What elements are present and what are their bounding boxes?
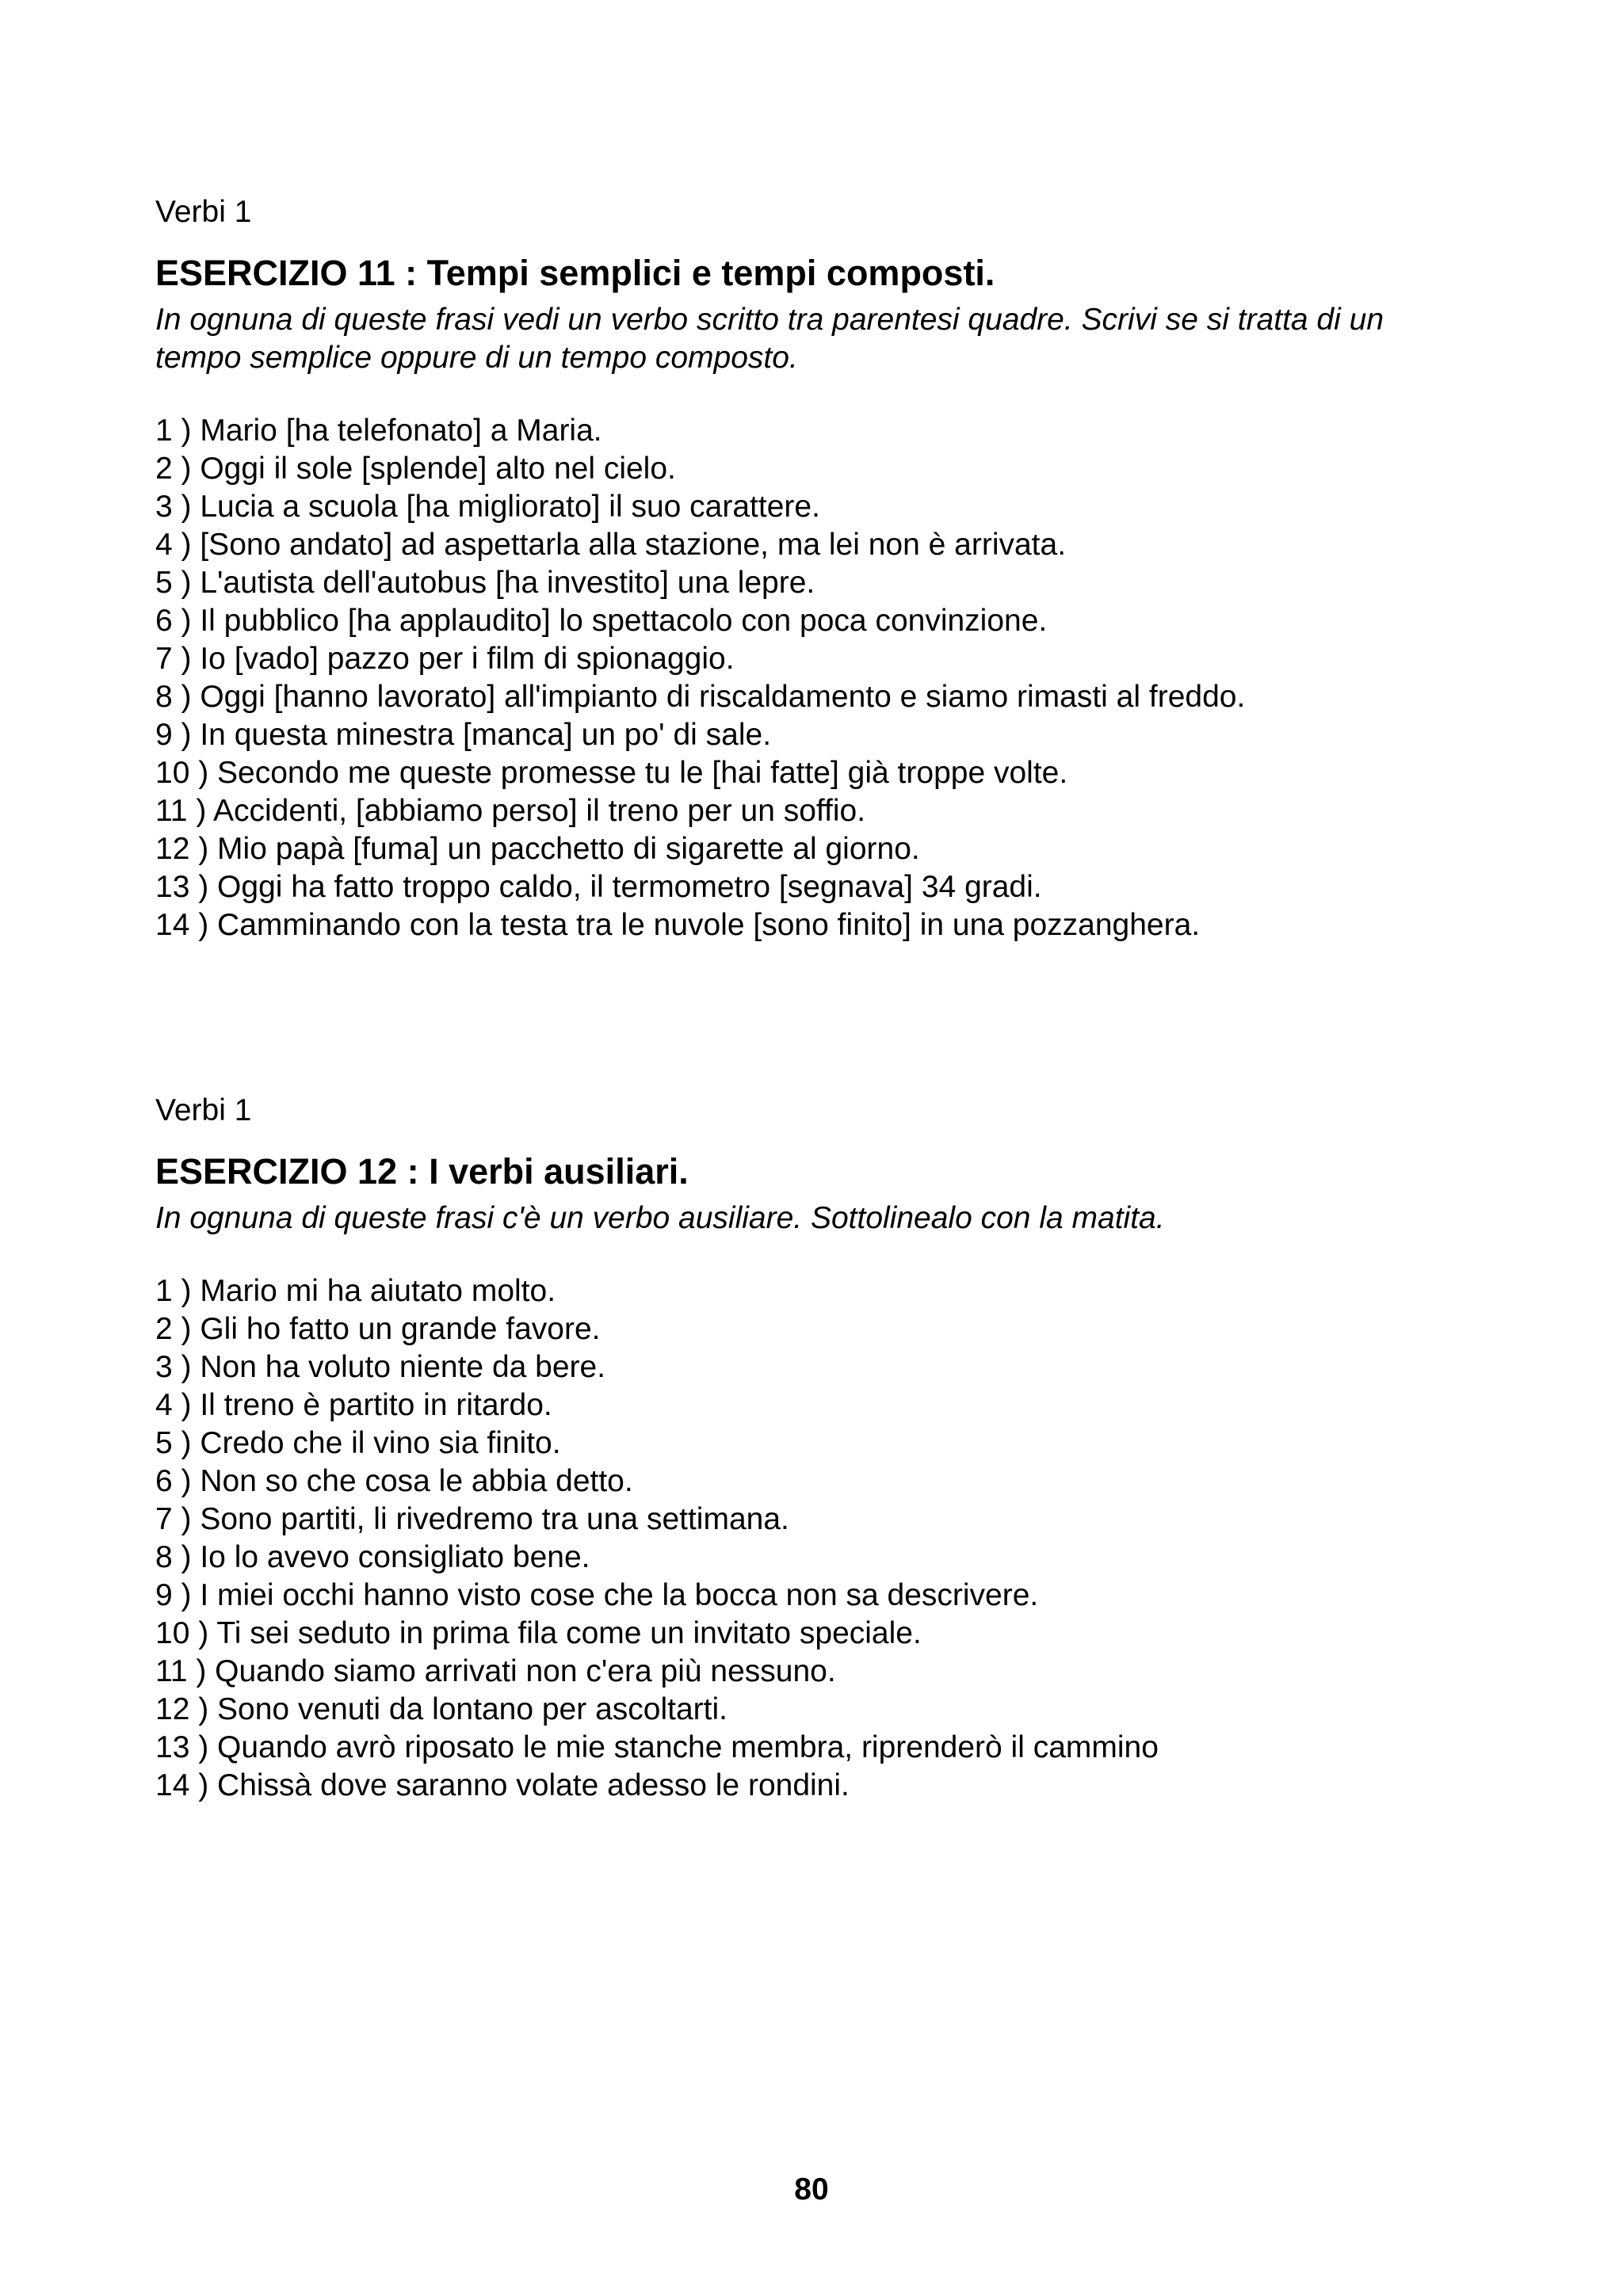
list-item: 7 ) Sono partiti, li rivedremo tra una settimana. <box>155 1502 789 1536</box>
list-item: 5 ) L'autista dell'autobus [ha investito] una lepre. <box>155 566 815 600</box>
list-item: 10 ) Ti sei seduto in prima fila come un invitato speciale. <box>155 1616 922 1650</box>
list-item: 2 ) Oggi il sole [splende] alto nel cielo. <box>155 452 676 486</box>
list-item: 11 ) Accidenti, [abbiamo perso] il treno per un soffio. <box>155 794 866 828</box>
list-item: 1 ) Mario [ha telefonato] a Maria. <box>155 414 602 448</box>
exercise-items <box>155 412 1503 944</box>
list-item: 8 ) Io lo avevo consigliato bene. <box>155 1540 590 1574</box>
list-item: 6 ) Il pubblico [ha applaudito] lo spettacolo con poca convinzione. <box>155 604 1048 638</box>
list-item: 4 ) [Sono andato] ad aspettarla alla stazione, ma lei non è arrivata. <box>155 528 1067 562</box>
list-item: 10 ) Secondo me queste promesse tu le [hai fatte] già troppe volte. <box>155 756 1068 790</box>
list-item: 7 ) Io [vado] pazzo per i film di spionaggio. <box>155 642 735 676</box>
list-item: 9 ) I miei occhi hanno visto cose che la bocca non sa descrivere. <box>155 1578 1039 1612</box>
exercise-items <box>155 1272 1503 1805</box>
list-item: 13 ) Oggi ha fatto troppo caldo, il termometro [segnava] 34 gradi. <box>155 870 1042 904</box>
list-item: 14 ) Chissà dove saranno volate adesso le rondini. <box>155 1768 850 1802</box>
exercise-title: ESERCIZIO 12 : I verbi ausiliari. <box>155 1151 689 1192</box>
list-item: 8 ) Oggi [hanno lavorato] all'impianto di riscaldamento e siamo rimasti al freddo. <box>155 680 1246 714</box>
exercise-12 <box>155 1092 1503 1805</box>
exercise-11 <box>155 193 1503 944</box>
list-item: 9 ) In questa minestra [manca] un po' di sale. <box>155 718 772 752</box>
list-item: 12 ) Sono venuti da lontano per ascoltarti. <box>155 1692 727 1726</box>
exercise-title: ESERCIZIO 11 : Tempi semplici e tempi composti. <box>155 253 995 293</box>
list-item: 11 ) Quando siamo arrivati non c'era più nessuno. <box>155 1654 836 1688</box>
page-number: 80 <box>794 2172 829 2206</box>
list-item: 14 ) Camminando con la testa tra le nuvole [sono finito] in una pozzanghera. <box>155 908 1201 942</box>
list-item: 5 ) Credo che il vino sia finito. <box>155 1426 561 1460</box>
list-item: 13 ) Quando avrò riposato le mie stanche membra, riprenderò il cammino <box>155 1730 1159 1764</box>
section-label: Verbi 1 <box>155 1093 252 1127</box>
list-item: 12 ) Mio papà [fuma] un pacchetto di sigarette al giorno. <box>155 832 920 866</box>
list-item: 1 ) Mario mi ha aiutato molto. <box>155 1274 556 1308</box>
list-item: 3 ) Lucia a scuola [ha migliorato] il suo carattere. <box>155 490 820 524</box>
exercise-instructions-line-1: In ognuna di queste frasi vedi un verbo scritto tra parentesi quadre. Scrivi se si tratta di un <box>155 303 1384 337</box>
list-item: 4 ) Il treno è partito in ritardo. <box>155 1388 552 1422</box>
exercise-instructions-line-2: tempo semplice oppure di un tempo composto. <box>155 341 798 375</box>
exercise-instructions-line-1: In ognuna di queste frasi c'è un verbo ausiliare. Sottolinealo con la matita. <box>155 1201 1165 1235</box>
section-label: Verbi 1 <box>155 195 252 229</box>
list-item: 3 ) Non ha voluto niente da bere. <box>155 1350 606 1384</box>
list-item: 6 ) Non so che cosa le abbia detto. <box>155 1464 633 1498</box>
list-item: 2 ) Gli ho fatto un grande favore. <box>155 1312 601 1346</box>
